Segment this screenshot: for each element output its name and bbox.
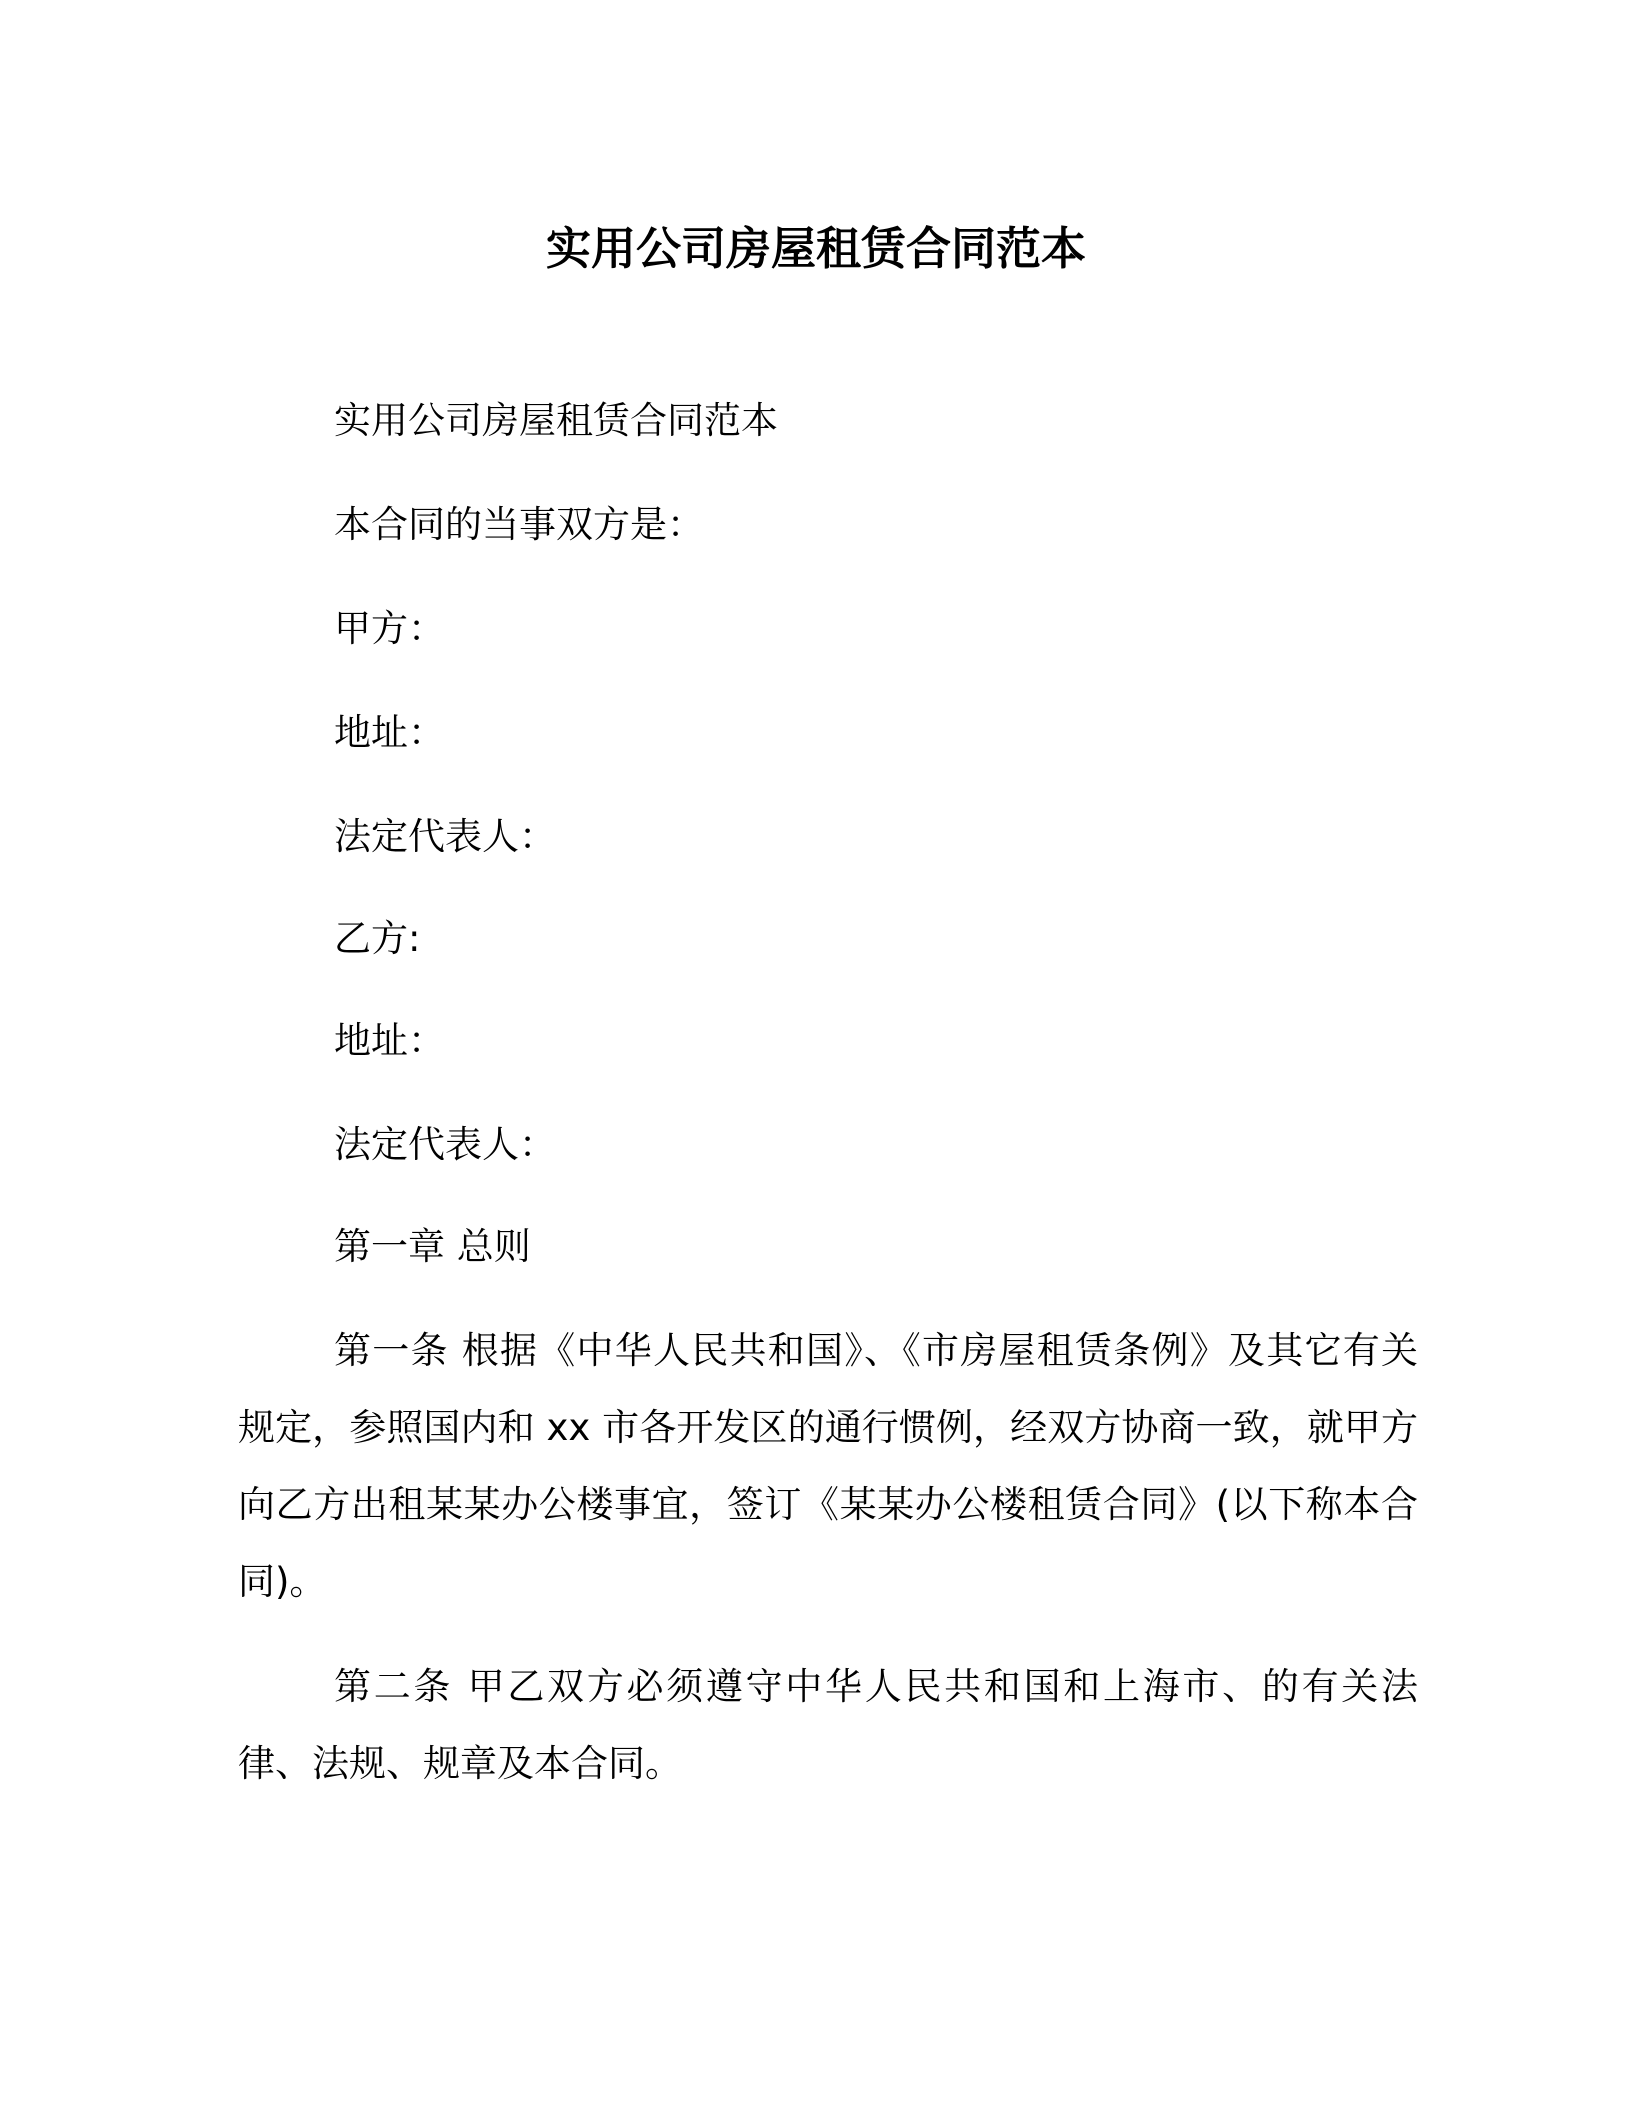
party-b-address-label: 地址： — [334, 1019, 445, 1062]
article-2-paragraph: 第二条 甲乙双方必须遵守中华人民共和国和上海市、的有关法律、法规、规章及本合同。 — [238, 1665, 1418, 1785]
document-title: 实用公司房屋租赁合同范本 — [545, 222, 1086, 275]
party-b-representative-label: 法定代表人： — [334, 1123, 556, 1166]
party-a-address-label: 地址： — [334, 711, 445, 754]
document-subtitle: 实用公司房屋租赁合同范本 — [334, 399, 778, 442]
party-b-label: 乙方: — [334, 917, 421, 960]
parties-intro: 本合同的当事双方是： — [334, 503, 704, 546]
party-a-representative-label: 法定代表人： — [334, 815, 556, 858]
party-a-label: 甲方： — [334, 607, 445, 650]
chapter-1-heading: 第一章 总则 — [334, 1225, 531, 1268]
article-1-paragraph: 第一条 根据《中华人民共和国》、《市房屋租赁条例》及其它有关规定，参照国内和 xx 市各开发区的通行惯例，经双方协商一致，就甲方向乙方出租某某办公楼事宜，签订《某某办公楼租赁合同》(以下称本合同)。 — [238, 1329, 1418, 1603]
